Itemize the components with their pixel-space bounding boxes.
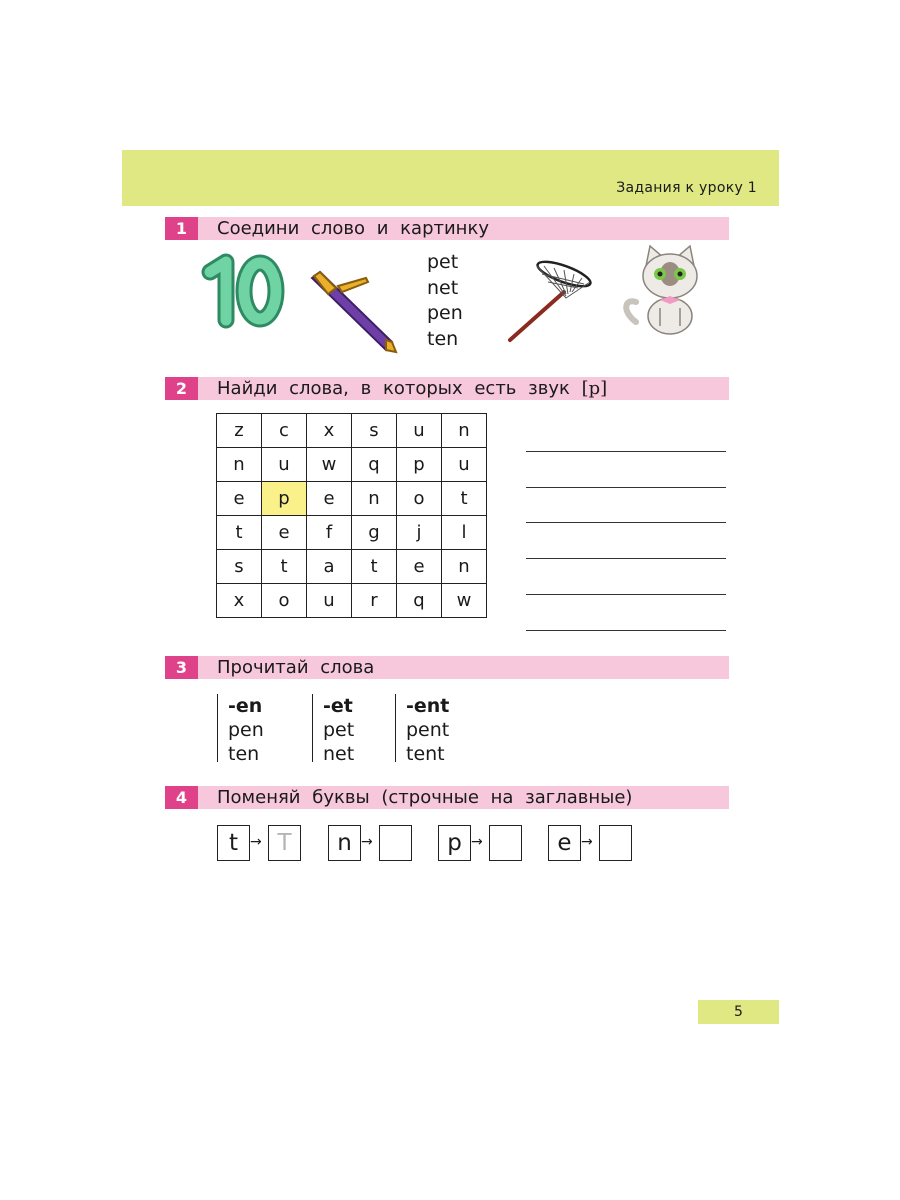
grid-cell[interactable]: t [217, 516, 262, 550]
grid-cell[interactable]: u [262, 448, 307, 482]
grid-cell[interactable]: t [262, 550, 307, 584]
column-heading: -en [228, 695, 263, 717]
task2-title-wrap [217, 377, 607, 400]
grid-cell[interactable]: e [307, 482, 352, 516]
lowercase-letter-box: p [438, 825, 471, 861]
answer-line[interactable] [526, 630, 726, 631]
task1-bar [165, 217, 729, 240]
task3-bar [165, 656, 729, 679]
lowercase-letter-box: e [548, 825, 581, 861]
ending-column [395, 694, 450, 765]
grid-row [217, 448, 487, 482]
grid-cell[interactable]: x [217, 584, 262, 618]
grid-cell[interactable]: j [397, 516, 442, 550]
grid-cell[interactable]: u [397, 414, 442, 448]
task3-number: 3 [165, 656, 198, 679]
uppercase-answer-box[interactable] [379, 825, 412, 861]
grid-cell-highlighted[interactable]: p [262, 482, 307, 516]
answer-line[interactable] [526, 522, 726, 523]
number-ten-picture [200, 250, 286, 330]
grid-cell[interactable]: r [352, 584, 397, 618]
grid-cell[interactable]: g [352, 516, 397, 550]
answer-line[interactable] [526, 558, 726, 559]
word-item: pen [427, 302, 463, 324]
task3-title: Прочитай слова [217, 657, 375, 678]
grid-cell[interactable]: l [442, 516, 487, 550]
column-word: tent [406, 743, 445, 765]
ending-column [312, 694, 355, 765]
page-number-box [698, 1000, 779, 1024]
grid-row [217, 584, 487, 618]
number-ten-glyph [210, 262, 276, 320]
grid-cell[interactable]: e [217, 482, 262, 516]
pen-icon [312, 272, 396, 352]
column-heading: -ent [406, 695, 450, 717]
cat-icon [626, 246, 697, 334]
column-word: ten [228, 743, 260, 765]
grid-cell[interactable]: w [442, 584, 487, 618]
word-item: pet [427, 251, 459, 273]
grid-cell[interactable]: e [262, 516, 307, 550]
ending-column [217, 694, 264, 765]
column-word: net [323, 743, 355, 765]
column-word: pen [228, 719, 264, 741]
grid-cell[interactable]: n [217, 448, 262, 482]
answer-line[interactable] [526, 487, 726, 488]
grid-cell[interactable]: z [217, 414, 262, 448]
task2-number: 2 [165, 377, 198, 400]
cat-picture [622, 242, 720, 338]
header-title: Задания к уроку 1 [616, 180, 757, 196]
lowercase-letter-box: t [217, 825, 250, 861]
arrow-right-icon: → [250, 834, 262, 850]
task4-number: 4 [165, 786, 198, 809]
task2-sound: [p] [581, 378, 608, 399]
grid-cell[interactable]: w [307, 448, 352, 482]
task1-number: 1 [165, 217, 198, 240]
grid-cell[interactable]: p [397, 448, 442, 482]
letter-grid [216, 413, 487, 618]
header-band [122, 150, 779, 206]
arrow-right-icon: → [471, 834, 483, 850]
page-number: 5 [734, 1004, 743, 1020]
task1-title: Соедини слово и картинку [217, 218, 489, 239]
column-word: pet [323, 719, 355, 741]
grid-row [217, 516, 487, 550]
grid-cell[interactable]: o [397, 482, 442, 516]
net-picture [504, 260, 594, 346]
grid-row [217, 482, 487, 516]
pen-picture [306, 270, 398, 354]
task4-title: Поменяй буквы (строчные на заглавные) [217, 787, 633, 808]
grid-cell[interactable]: o [262, 584, 307, 618]
uppercase-answer-box[interactable] [599, 825, 632, 861]
grid-cell[interactable]: s [352, 414, 397, 448]
grid-cell[interactable]: e [397, 550, 442, 584]
task4-bar [165, 786, 729, 809]
grid-cell[interactable]: q [352, 448, 397, 482]
task1-word-list [427, 250, 463, 352]
grid-cell[interactable]: n [442, 414, 487, 448]
grid-cell[interactable]: x [307, 414, 352, 448]
grid-cell[interactable]: n [352, 482, 397, 516]
column-word: pent [406, 719, 450, 741]
answer-line[interactable] [526, 451, 726, 452]
task2-title: Найди слова, в которых есть звук [217, 378, 570, 399]
grid-cell[interactable]: c [262, 414, 307, 448]
grid-cell[interactable]: t [442, 482, 487, 516]
word-item: ten [427, 327, 459, 350]
grid-cell[interactable]: u [307, 584, 352, 618]
task2-bar [165, 377, 729, 400]
grid-cell[interactable]: n [442, 550, 487, 584]
grid-cell[interactable]: u [442, 448, 487, 482]
grid-row [217, 550, 487, 584]
grid-cell[interactable]: s [217, 550, 262, 584]
lowercase-letter-box: n [328, 825, 361, 861]
word-item: net [427, 276, 459, 299]
answer-line[interactable] [526, 594, 726, 595]
butterfly-net-icon [510, 260, 593, 340]
arrow-right-icon: → [581, 834, 593, 850]
grid-cell[interactable]: q [397, 584, 442, 618]
arrow-right-icon: → [361, 834, 373, 850]
uppercase-answer-box[interactable] [489, 825, 522, 861]
grid-cell[interactable]: a [307, 550, 352, 584]
column-heading: -et [323, 695, 353, 717]
grid-cell[interactable]: t [352, 550, 397, 584]
grid-cell[interactable]: f [307, 516, 352, 550]
uppercase-answer-box[interactable]: T [268, 825, 301, 861]
grid-row [217, 414, 487, 448]
